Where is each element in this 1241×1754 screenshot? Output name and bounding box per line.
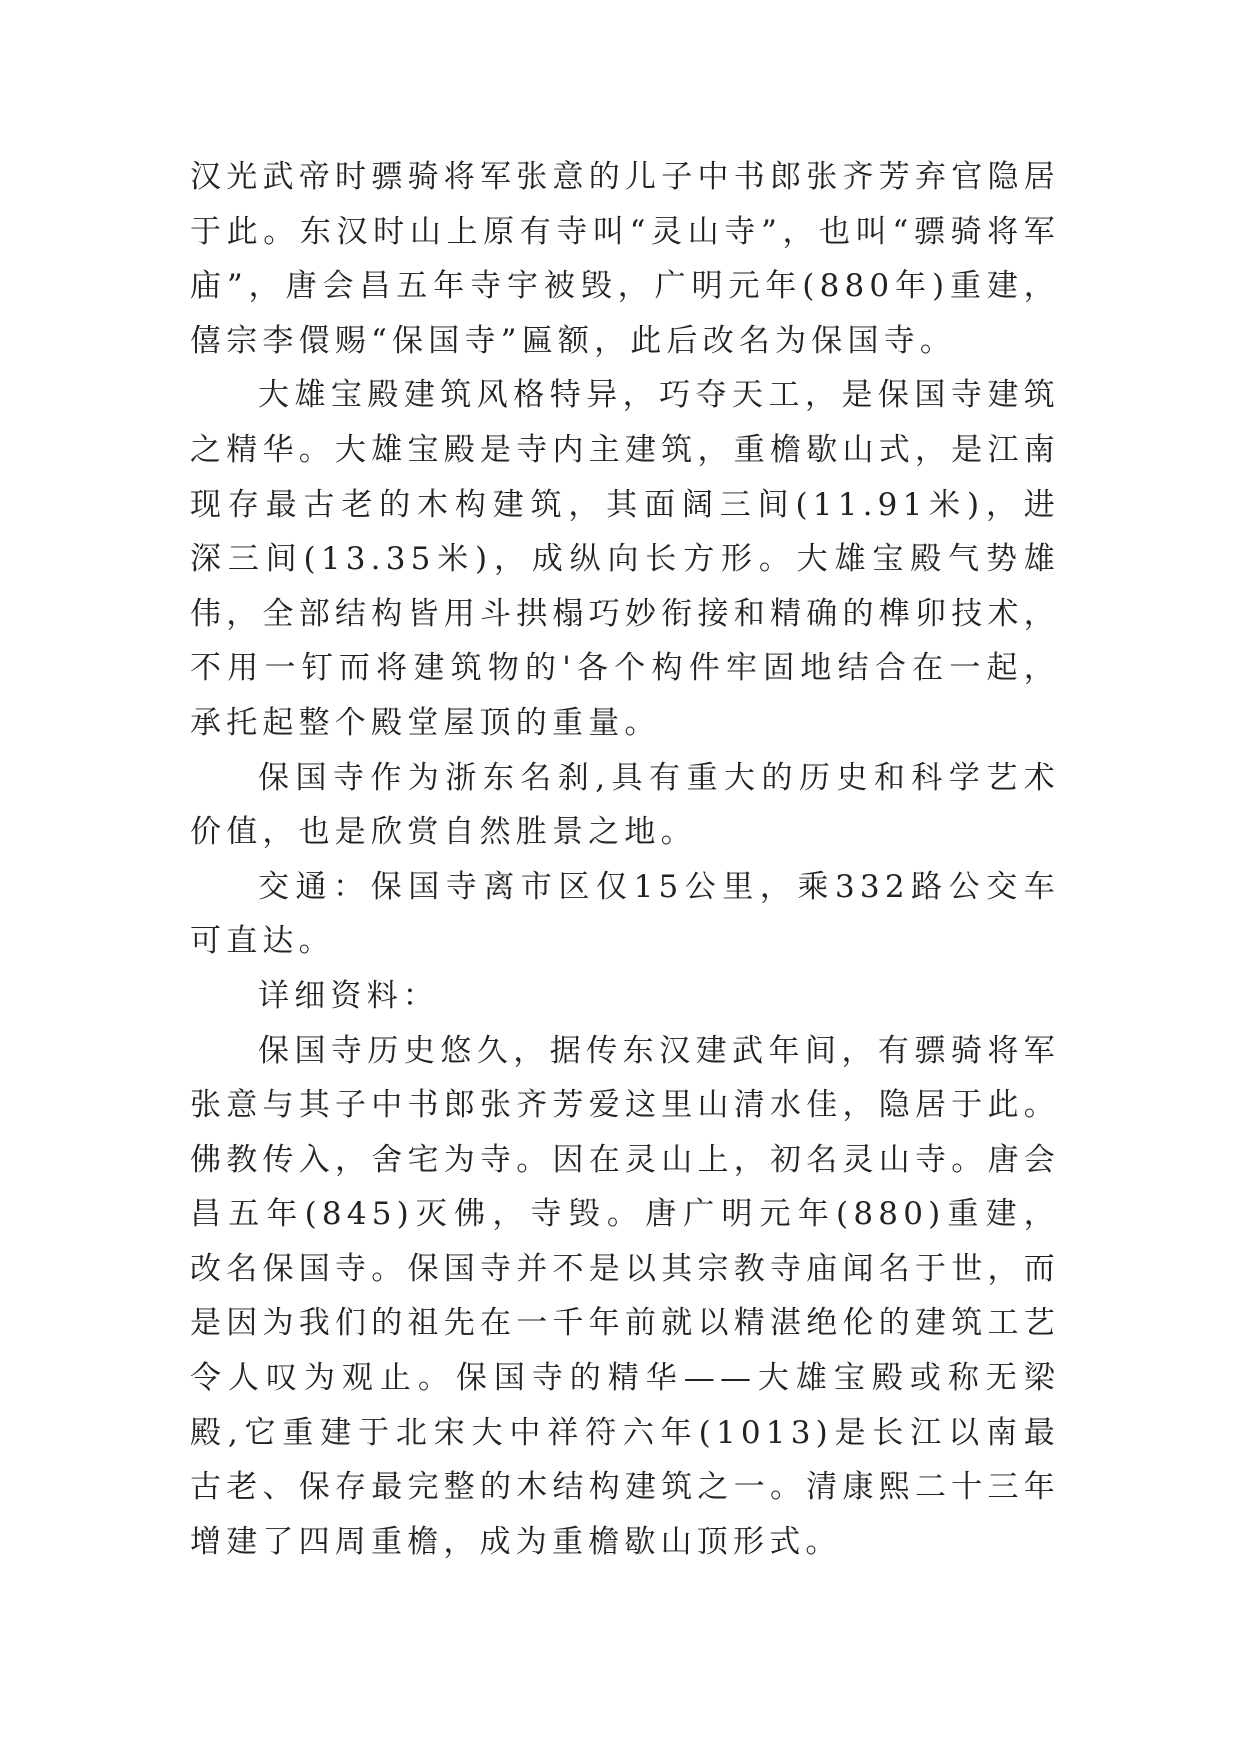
paragraph-value: 保国寺作为浙东名刹,具有重大的历史和科学艺术价值，也是欣赏自然胜景之地。: [190, 759, 1060, 851]
paragraph-details: 保国寺历史悠久，据传东汉建武年间，有骠骑将军张意与其子中书郎张齐芳爱这里山清水佳，隐居于此。佛教传入，舍宅为寺。因在灵山上，初名灵山寺。唐会昌五年(845)灭佛，寺毁。唐广明元年(880)重建，改名保国寺。保国寺并不是以其宗教寺庙闻名于世，而是因为我们的祖先在一千年前就以精湛绝伦的建筑工艺令人叹为观止。保国寺的精华——大雄宝殿或称无梁殿,它重建于北宋大中祥符六年(1013)是长江以南最古老、保存最完整的木结构建筑之一。清康熙二十三年增建了四周重檐，成为重檐歇山顶形式。: [190, 1032, 1060, 1560]
paragraph-transport: 交通：保国寺离市区仅15公里，乘332路公交车可直达。: [190, 868, 1060, 960]
paragraph-main-hall: 大雄宝殿建筑风格特异，巧夺天工，是保国寺建筑之精华。大雄宝殿是寺内主建筑，重檐歇山式，是江南现存最古老的木构建筑，其面阔三间(11.91米)，进深三间(13.35米)，成纵向长方形。大雄宝殿气势雄伟，全部结构皆用斗拱榻巧妙衔接和精确的榫卯技术，不用一钉而将建筑物的'各个构件牢固地结合在一起，承托起整个殿堂屋顶的重量。: [190, 377, 1060, 741]
document-page: [190, 150, 1060, 1569]
paragraph-details-heading: 详细资料：: [258, 977, 439, 1014]
paragraph-history-intro: 汉光武帝时骠骑将军张意的儿子中书郎张齐芳弃官隐居于此。东汉时山上原有寺叫“灵山寺”，也叫“骠骑将军庙”，唐会昌五年寺宇被毁，广明元年(880年)重建，僖宗李儇赐“保国寺”匾额，此后改名为保国寺。: [190, 159, 1060, 359]
